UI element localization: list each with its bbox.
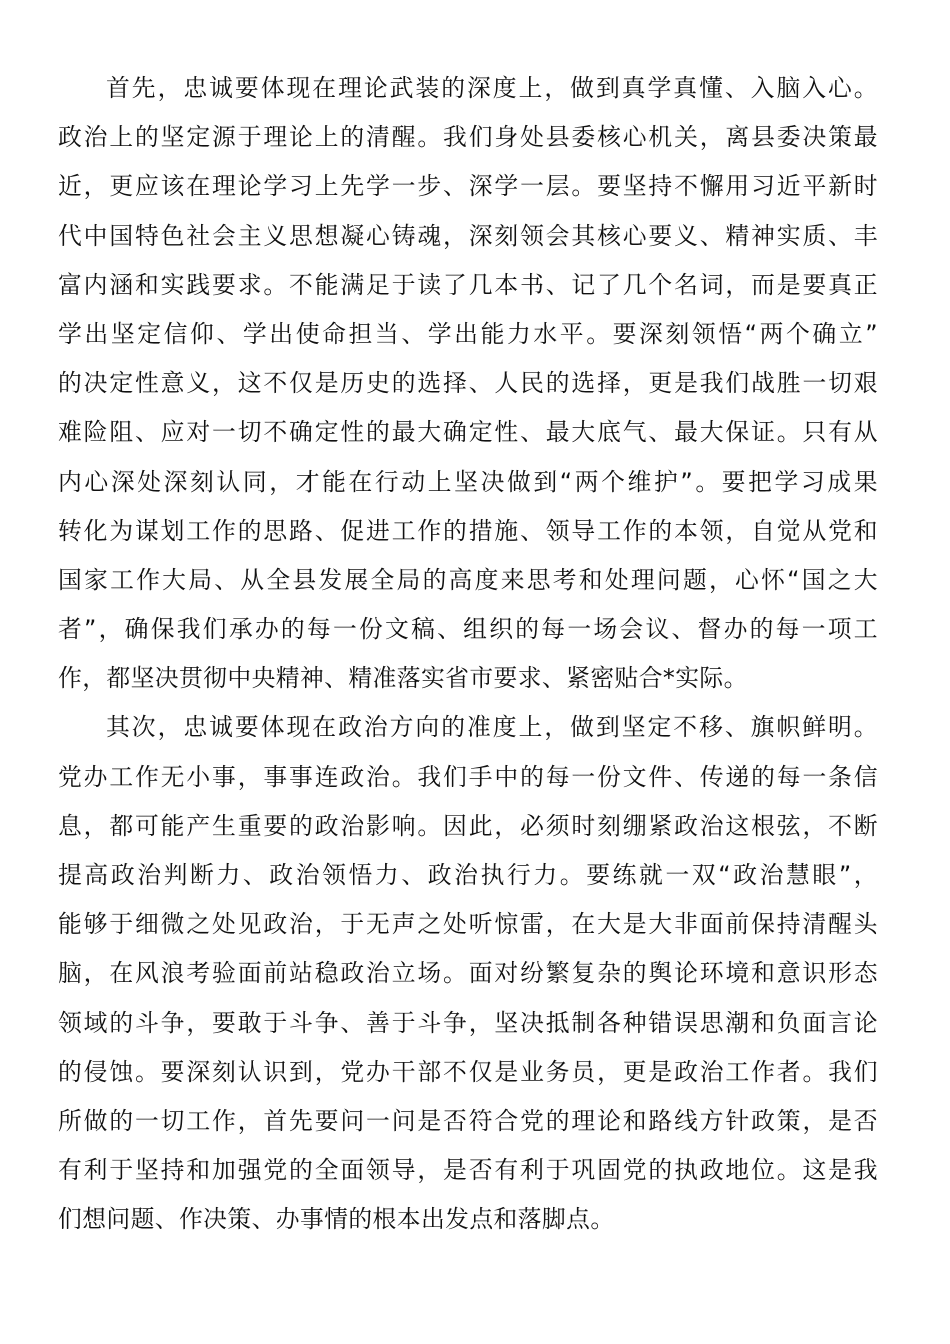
text-line: 能够于细微之处见政治，于无声之处听惊雷，在大是大非面前保持清醒头 [58, 910, 878, 939]
text-line: 代中国特色社会主义思想凝心铸魂，深刻领会其核心要义、精神实质、丰 [58, 221, 878, 250]
text-line: 富内涵和实践要求。不能满足于读了几本书、记了几个名词，而是要真正 [58, 270, 878, 299]
text-line: 难险阻、应对一切不确定性的最大确定性、最大底气、最大保证。只有从 [58, 418, 878, 447]
text-line: 党办工作无小事，事事连政治。我们手中的每一份文件、传递的每一条信 [58, 762, 878, 791]
text-line: 提高政治判断力、政治领悟力、政治执行力。要练就一双“政治慧眼”， [58, 861, 878, 889]
document-body [58, 64, 878, 1245]
text-line: 首先，忠诚要体现在理论武装的深度上，做到真学真懂、入脑入心。 [106, 74, 878, 102]
paragraph-1 [58, 64, 878, 703]
text-line: 学出坚定信仰、学出使命担当、学出能力水平。要深刻领悟“两个确立” [58, 319, 878, 348]
text-line: 内心深处深刻认同，才能在行动上坚决做到“两个维护”。要把学习成果 [58, 467, 878, 496]
text-line: 转化为谋划工作的思路、促进工作的措施、领导工作的本领，自觉从党和 [58, 516, 878, 545]
text-line: 其次，忠诚要体现在政治方向的准度上，做到坚定不移、旗帜鲜明。 [106, 713, 878, 742]
text-line: 有利于坚持和加强党的全面领导，是否有利于巩固党的执政地位。这是我 [58, 1156, 878, 1185]
text-line: 近，更应该在理论学习上先学一步、深学一层。要坚持不懈用习近平新时 [58, 172, 878, 201]
text-line: 政治上的坚定源于理论上的清醒。我们身处县委核心机关，离县委决策最 [58, 123, 878, 152]
text-line: 息，都可能产生重要的政治影响。因此，必须时刻绷紧政治这根弦，不断 [58, 811, 878, 840]
text-line: 的侵蚀。要深刻认识到，党办干部不仅是业务员，更是政治工作者。我们 [58, 1057, 878, 1086]
text-line: 国家工作大局、从全县发展全局的高度来思考和处理问题，心怀“国之大 [58, 565, 878, 594]
paragraph-2 [58, 703, 878, 1244]
text-line: 领域的斗争，要敢于斗争、善于斗争，坚决抵制各种错误思潮和负面言论 [58, 1008, 878, 1037]
text-line: 所做的一切工作，首先要问一问是否符合党的理论和路线方针政策，是否 [58, 1106, 878, 1135]
text-line: 作，都坚决贯彻中央精神、精准落实省市要求、紧密贴合*实际。 [58, 664, 748, 693]
text-line: 脑，在风浪考验面前站稳政治立场。面对纷繁复杂的舆论环境和意识形态 [58, 959, 878, 988]
text-line: 们想问题、作决策、办事情的根本出发点和落脚点。 [58, 1205, 615, 1234]
text-line: 的决定性意义，这不仅是历史的选择、人民的选择，更是我们战胜一切艰 [58, 369, 878, 398]
text-line: 者”，确保我们承办的每一份文稿、组织的每一场会议、督办的每一项工 [58, 615, 878, 644]
